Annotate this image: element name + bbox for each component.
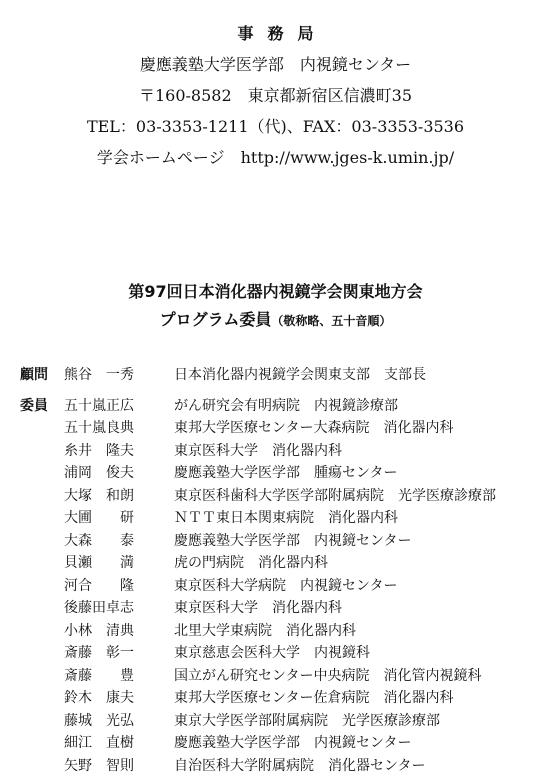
role-spacer — [20, 620, 64, 643]
committee-member-row — [20, 597, 551, 620]
role-spacer — [20, 530, 64, 553]
member-affiliation: がん研究会有明病院 内視鏡診療部 — [174, 397, 398, 414]
member-affiliation: ＮＴＴ東日本関東病院 消化器内科 — [174, 510, 398, 526]
committee-member-row — [20, 552, 551, 575]
committee-member-row — [20, 485, 551, 508]
conference-name: 第97回日本消化器内視鏡学会関東地方会 — [128, 282, 423, 301]
role-spacer — [20, 665, 64, 688]
committee-note: （敬称略、五十音順） — [271, 314, 392, 328]
role-spacer — [20, 552, 64, 575]
member-affiliation: 東邦大学医療センター佐倉病院 消化器内科 — [174, 690, 454, 706]
member-name: 貝瀬 満 — [64, 555, 134, 571]
advisor-row — [20, 364, 551, 387]
office-phone: TEL：03-3353-1211（代)、FAX：03-3353-3536 — [86, 117, 465, 136]
member-name: 大圃 研 — [64, 510, 134, 526]
committee-rows — [20, 395, 551, 778]
member-affiliation: 東京大学医学部附属病院 光学医療診療部 — [174, 712, 440, 729]
role-spacer — [20, 732, 64, 755]
role-spacer — [20, 710, 64, 733]
member-name: 大森 泰 — [64, 532, 134, 549]
member-name: 小林 清典 — [64, 622, 134, 639]
member-affiliation: 北里大学東病院 消化器内科 — [174, 622, 356, 639]
member-list — [20, 364, 551, 777]
member-affiliation: 東京医科大学病院 内視鏡センター — [174, 577, 398, 594]
committee-member-row — [20, 620, 551, 643]
committee-heading — [0, 306, 551, 335]
role-spacer — [20, 575, 64, 598]
committee-member-row — [20, 732, 551, 755]
committee-member-row — [20, 417, 551, 440]
office-section — [0, 18, 551, 173]
committee-member-row — [20, 710, 551, 733]
role-spacer — [20, 462, 64, 485]
committee-member-row — [20, 755, 551, 778]
member-affiliation: 慶應義塾大学医学部 腫瘍センター — [174, 465, 398, 481]
member-name: 糸井 隆夫 — [64, 442, 134, 459]
member-name: 矢野 智則 — [64, 757, 134, 774]
committee-member-row — [20, 507, 551, 530]
role-spacer — [20, 687, 64, 710]
committee-member-row — [20, 575, 551, 598]
member-name: 浦岡 俊夫 — [64, 465, 134, 481]
committee-member-row — [20, 462, 551, 485]
member-name: 五十嵐正広 — [64, 397, 134, 414]
member-affiliation: 虎の門病院 消化器内科 — [174, 555, 328, 571]
role-spacer — [20, 440, 64, 463]
member-affiliation: 慶應義塾大学医学部 内視鏡センター — [174, 735, 412, 751]
member-name: 斎藤 豊 — [64, 667, 134, 684]
role-spacer — [20, 507, 64, 530]
committee-role: 委員 — [20, 397, 48, 414]
member-affiliation: 慶應義塾大学医学部 内視鏡センター — [174, 532, 412, 549]
committee-member-row — [20, 687, 551, 710]
role-spacer — [20, 755, 64, 778]
member-name: 五十嵐良典 — [64, 420, 134, 436]
role-spacer — [20, 485, 64, 508]
office-address: 〒160-8582 東京都新宿区信濃町35 — [138, 86, 413, 105]
office-website: 学会ホームページ http://www.jges-k.umin.jp/ — [96, 148, 455, 167]
conference-header — [0, 278, 551, 335]
committee-title: プログラム委員 — [159, 310, 272, 329]
committee-member-row — [20, 665, 551, 688]
committee-member-row — [20, 530, 551, 553]
member-name: 鈴木 康夫 — [64, 690, 134, 706]
role-spacer — [20, 642, 64, 665]
office-org: 慶應義塾大学医学部 内視鏡センター — [139, 55, 412, 74]
member-name: 後藤田卓志 — [64, 600, 134, 616]
member-name: 藤城 光弘 — [64, 712, 134, 729]
member-affiliation: 東京医科歯科大学医学部附属病院 光学医療診療部 — [174, 487, 496, 504]
member-affiliation: 東京医科大学 消化器内科 — [174, 600, 342, 616]
member-name: 大塚 和朗 — [64, 487, 134, 504]
committee-member-row — [20, 440, 551, 463]
role-spacer — [20, 417, 64, 440]
member-affiliation: 東京医科大学 消化器内科 — [174, 442, 342, 459]
committee-member-row — [20, 395, 551, 418]
advisor-affiliation: 日本消化器内視鏡学会関東支部 支部長 — [174, 367, 426, 383]
member-name: 河合 隆 — [64, 577, 134, 594]
role-spacer — [20, 597, 64, 620]
member-affiliation: 東京慈恵会医科大学 内視鏡科 — [174, 645, 370, 661]
member-affiliation: 国立がん研究センター中央病院 消化管内視鏡科 — [174, 667, 482, 684]
advisor-role: 顧問 — [20, 367, 48, 383]
committee-member-row — [20, 642, 551, 665]
advisor-name: 熊谷 一秀 — [64, 367, 134, 383]
member-affiliation: 東邦大学医療センター大森病院 消化器内科 — [174, 420, 454, 436]
office-title: 事務局 — [237, 24, 328, 43]
member-name: 細江 直樹 — [64, 735, 134, 751]
member-name: 斎藤 彰一 — [64, 645, 134, 661]
member-affiliation: 自治医科大学附属病院 消化器センター — [174, 757, 426, 774]
